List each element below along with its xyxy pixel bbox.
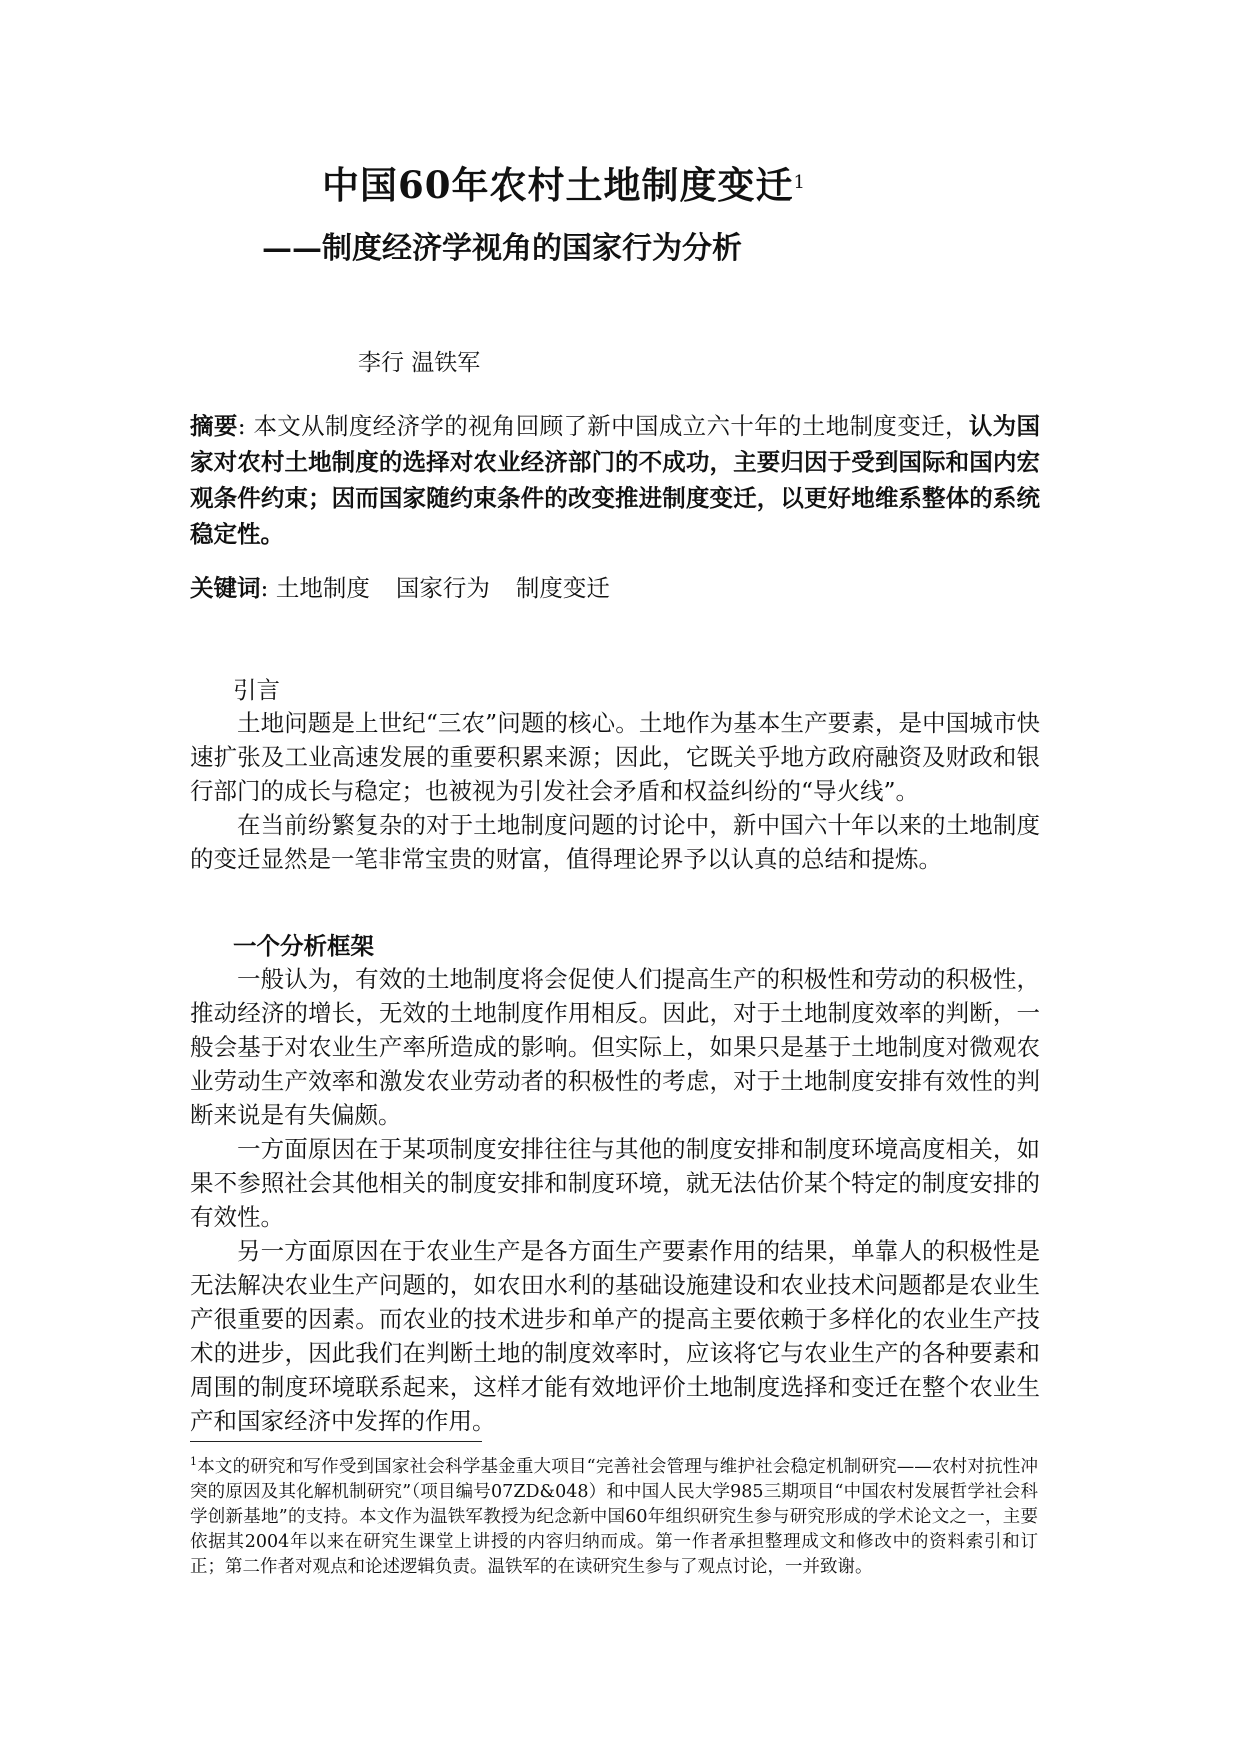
section-body-introduction — [190, 706, 1040, 876]
paragraph: 一般认为，有效的土地制度将会促使人们提高生产的积极性和劳动的积极性，推动经济的增长，无效的土地制度作用相反。因此，对于土地制度效率的判断，一般会基于对农业生产率所造成的影响。但实际上，如果只是基于土地制度对微观农业劳动生产效率和激发农业劳动者的积极性的考虑，对于土地制度安排有效性的判断来说是有失偏颇。 — [190, 965, 1040, 1129]
paragraph: 一方面原因在于某项制度安排往往与其他的制度安排和制度环境高度相关，如果不参照社会其他相关的制度安排和制度环境，就无法估价某个特定的制度安排的有效性。 — [190, 1135, 1040, 1231]
title-footnote-mark[interactable]: 1 — [793, 172, 806, 193]
keywords — [190, 570, 636, 606]
abstract-text-plain: 本文从制度经济学的视角回顾了新中国成立六十年的土地制度变迁， — [253, 412, 969, 440]
paper-title-text: 中国60年农村土地制度变迁 — [322, 163, 794, 207]
abstract-colon: : — [237, 412, 246, 440]
keyword-item: 国家行为 — [395, 574, 490, 602]
keywords-colon: : — [260, 574, 269, 602]
author-list: 李行 温铁军 — [358, 350, 481, 376]
footnote-mark: 1 — [190, 1455, 197, 1468]
keyword-item: 土地制度 — [275, 574, 370, 602]
section-heading-introduction: 引言 — [233, 676, 280, 704]
paragraph: 另一方面原因在于农业生产是各方面生产要素作用的结果，单靠人的积极性是无法解决农业生产问题的，如农田水利的基础设施建设和农业技术问题都是农业生产很重要的因素。而农业的技术进步和单产的提高主要依赖于多样化的农业生产技术的进步，因此我们在判断土地的制度效率时，应该将它与农业生产的各种要素和周围的制度环境联系起来，这样才能有效地评价土地制度选择和变迁在整个农业生产和国家经济中发挥的作用。 — [190, 1237, 1040, 1435]
section-heading-framework: 一个分析框架 — [233, 932, 374, 960]
paragraph: 土地问题是上世纪“三农”问题的核心。土地作为基本生产要素，是中国城市快速扩张及工业高速发展的重要积累来源；因此，它既关乎地方政府融资及财政和银行部门的成长与稳定；也被视为引发社会矛盾和权益纠纷的“导火线”。 — [190, 709, 1040, 805]
abstract — [190, 408, 1040, 552]
section-body-framework — [190, 962, 1040, 1438]
abstract-text-bold: 认为国家对农村土地制度的选择对农业经济部门的不成功，主要归因于受到国际和国内宏观条件约束；因而国家随约束条件的改变推进制度变迁，以更好地维系整体的系统稳定性。 — [190, 412, 1041, 548]
footnote-divider — [190, 1441, 482, 1442]
paragraph: 在当前纷繁复杂的对于土地制度问题的讨论中，新中国六十年以来的土地制度的变迁显然是一笔非常宝贵的财富，值得理论界予以认真的总结和提炼。 — [190, 811, 1040, 873]
footnote-text: 本文的研究和写作受到国家社会科学基金重大项目“完善社会管理与维护社会稳定机制研究——农村对抗性冲突的原因及其化解机制研究”（项目编号07ZD&048）和中国人民大学985三期项目“中国农村发展哲学社会科学创新基地”的支持。本文作为温铁军教授为纪念新中国60年组织研究生参与研究形成的学术论文之一，主要依据其2004年以来在研究生课堂上讲授的内容归纳而成。第一作者承担整理成文和修改中的资料索引和订正；第二作者对观点和论述逻辑负责。温铁军的在读研究生参与了观点讨论，一并致谢。 — [190, 1456, 1038, 1577]
paper-subtitle: ——制度经济学视角的国家行为分析 — [262, 231, 742, 266]
footnote — [190, 1449, 1038, 1580]
paper-title — [322, 160, 1082, 210]
keyword-item: 制度变迁 — [515, 574, 610, 602]
keywords-label: 关键词 — [190, 574, 261, 602]
abstract-label: 摘要 — [190, 412, 238, 440]
